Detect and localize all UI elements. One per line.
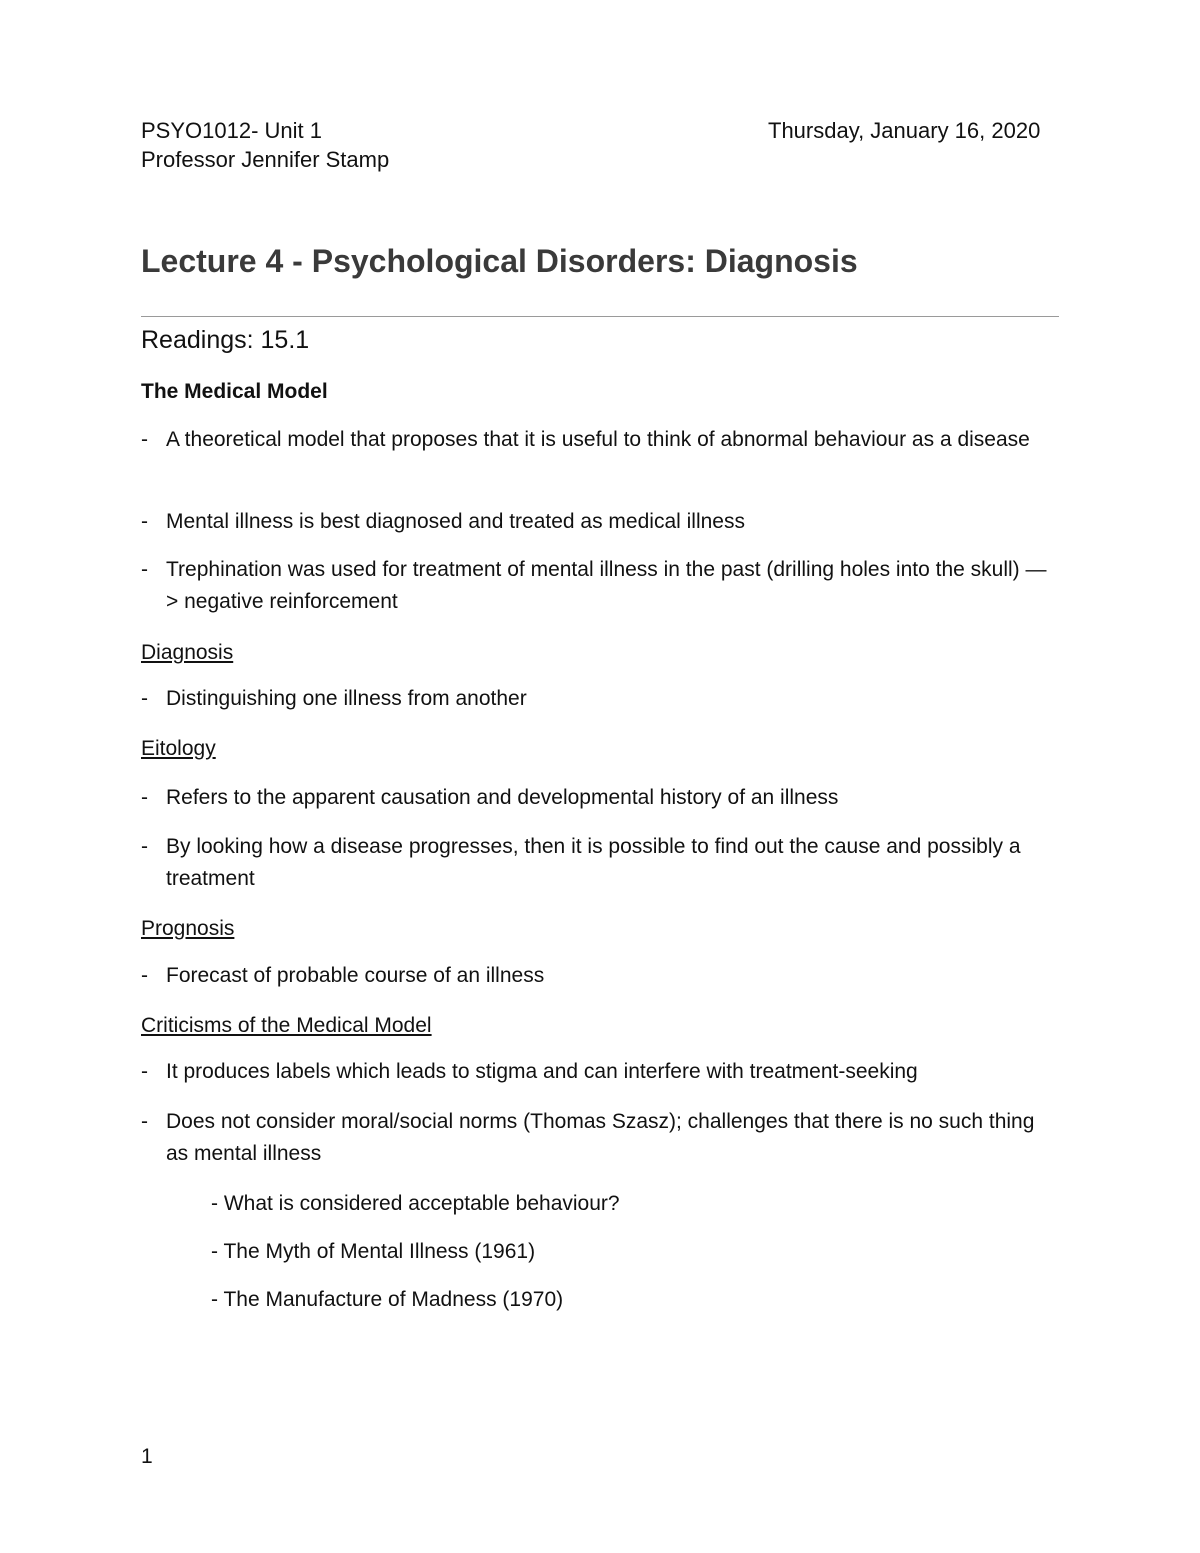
professor-name: Professor Jennifer Stamp <box>141 147 390 172</box>
bullet-marker: - <box>141 835 148 858</box>
bullet-marker: - <box>141 1060 148 1083</box>
title-divider <box>141 316 1059 317</box>
section-heading-prognosis: Prognosis <box>141 917 235 940</box>
course-code: PSYO1012- Unit 1 <box>141 118 322 143</box>
bullet-marker: - <box>141 510 148 533</box>
list-item: A theoretical model that proposes that it is useful to think of abnormal behaviour as a disease <box>166 428 1030 451</box>
list-item: Distinguishing one illness from another <box>166 687 527 710</box>
sub-list-item: - The Myth of Mental Illness (1961) <box>211 1240 536 1263</box>
section-heading-diagnosis: Diagnosis <box>141 641 234 664</box>
bullet-marker: - <box>141 1110 148 1133</box>
list-item: Trephination was used for treatment of mental illness in the past (drilling holes into the skull) —> negative reinforcement <box>166 558 1047 613</box>
bullet-marker: - <box>141 558 148 581</box>
lecture-date: Thursday, January 16, 2020 <box>768 118 1041 143</box>
readings-heading: Readings: 15.1 <box>141 326 310 354</box>
list-item: Refers to the apparent causation and developmental history of an illness <box>166 786 839 809</box>
bullet-marker: - <box>141 687 148 710</box>
sub-list-item: - What is considered acceptable behaviour? <box>211 1192 620 1215</box>
section-heading-criticisms: Criticisms of the Medical Model <box>141 1014 432 1037</box>
page-number: 1 <box>141 1445 153 1468</box>
bullet-marker: - <box>141 964 148 987</box>
section-heading-eitology: Eitology <box>141 737 216 760</box>
list-item: Mental illness is best diagnosed and treated as medical illness <box>166 510 745 533</box>
list-item: Does not consider moral/social norms (Thomas Szasz); challenges that there is no such thing as mental illness <box>166 1110 1035 1165</box>
section-heading-medical-model: The Medical Model <box>141 380 328 403</box>
list-item: By looking how a disease progresses, then it is possible to find out the cause and possibly a treatment <box>166 835 1021 890</box>
sub-list-item: - The Manufacture of Madness (1970) <box>211 1288 564 1311</box>
bullet-marker: - <box>141 428 148 451</box>
bullet-marker: - <box>141 786 148 809</box>
page-title: Lecture 4 - Psychological Disorders: Diagnosis <box>141 243 858 279</box>
list-item: Forecast of probable course of an illness <box>166 964 545 987</box>
list-item: It produces labels which leads to stigma and can interfere with treatment-seeking <box>166 1060 918 1083</box>
